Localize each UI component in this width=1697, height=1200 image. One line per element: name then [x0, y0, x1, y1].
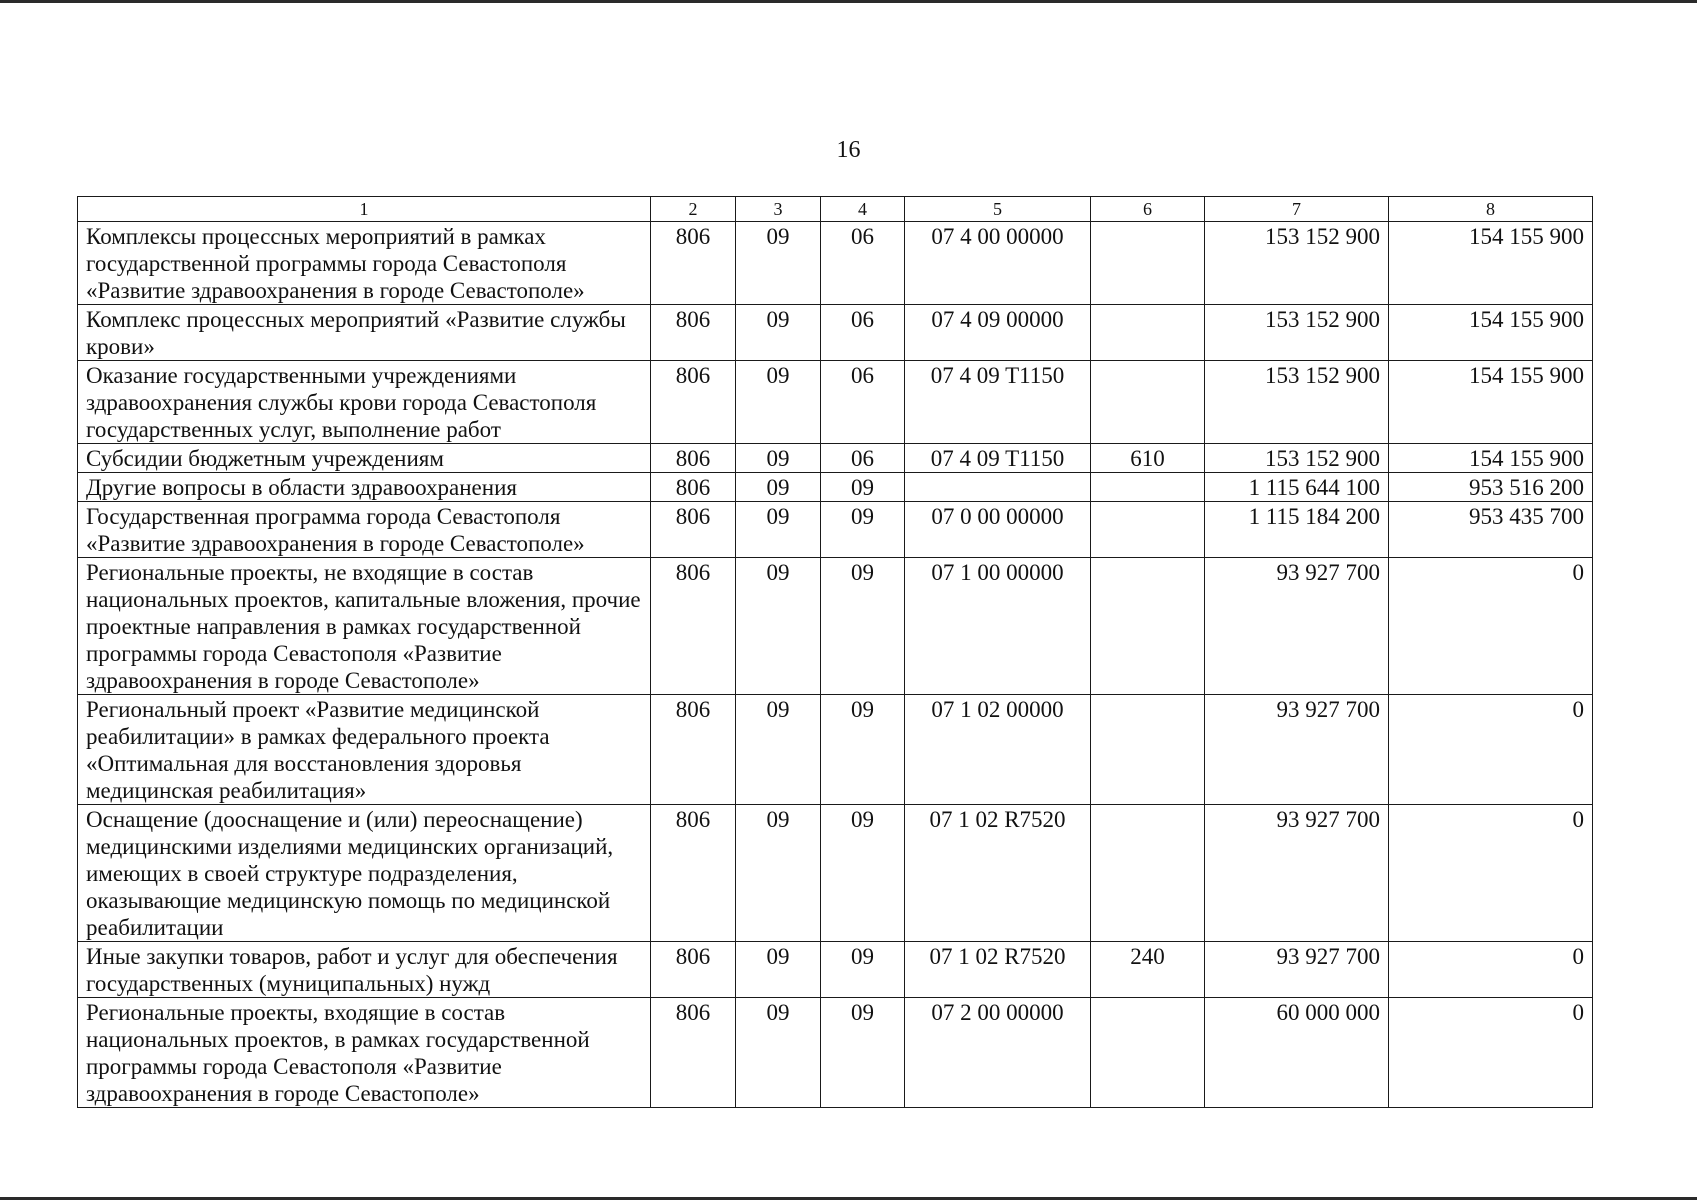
- ministry-code-cell: 806: [651, 473, 736, 502]
- row-name-cell: Другие вопросы в области здравоохранения: [78, 473, 651, 502]
- expense-type-cell: 610: [1091, 444, 1205, 473]
- ministry-code-cell: 806: [651, 998, 736, 1108]
- scan-top-edge: [0, 0, 1697, 3]
- expense-type-cell: [1091, 305, 1205, 361]
- subsection-code-cell: 09: [821, 558, 905, 695]
- page-number: 16: [836, 137, 861, 163]
- expense-type-cell: [1091, 695, 1205, 805]
- subsection-code-cell: 09: [821, 998, 905, 1108]
- target-article-cell: 07 2 00 00000: [905, 998, 1091, 1108]
- section-code-cell: 09: [736, 502, 821, 558]
- expense-type-cell: [1091, 361, 1205, 444]
- row-name-cell: Субсидии бюджетным учреждениям: [78, 444, 651, 473]
- target-article-cell: 07 1 02 R7520: [905, 942, 1091, 998]
- amount-year2-cell: 953 516 200: [1389, 473, 1593, 502]
- section-code-cell: 09: [736, 942, 821, 998]
- amount-year1-cell: 1 115 644 100: [1205, 473, 1389, 502]
- target-article-cell: 07 4 09 T1150: [905, 361, 1091, 444]
- ministry-code-cell: 806: [651, 695, 736, 805]
- table-row: [78, 361, 1593, 444]
- amount-year2-cell: 0: [1389, 805, 1593, 942]
- subsection-code-cell: 09: [821, 805, 905, 942]
- table-row: [78, 558, 1593, 695]
- expense-type-cell: [1091, 998, 1205, 1108]
- column-header: 3: [736, 197, 821, 222]
- expense-type-cell: [1091, 502, 1205, 558]
- amount-year2-cell: 154 155 900: [1389, 361, 1593, 444]
- ministry-code-cell: 806: [651, 502, 736, 558]
- section-code-cell: 09: [736, 305, 821, 361]
- amount-year1-cell: 60 000 000: [1205, 998, 1389, 1108]
- row-name-cell: Оснащение (дооснащение и (или) переоснащение) медицинскими изделиями медицинских организаций, имеющих в своей структуре подразделения, оказывающие медицинскую помощь по медицинской реабилитации: [78, 805, 651, 942]
- expense-type-cell: [1091, 558, 1205, 695]
- expense-type-cell: [1091, 805, 1205, 942]
- section-code-cell: 09: [736, 805, 821, 942]
- header-row: [78, 197, 1593, 222]
- subsection-code-cell: 06: [821, 222, 905, 305]
- subsection-code-cell: 09: [821, 473, 905, 502]
- amount-year2-cell: 0: [1389, 998, 1593, 1108]
- expense-type-cell: [1091, 222, 1205, 305]
- amount-year2-cell: 0: [1389, 942, 1593, 998]
- column-header: 8: [1389, 197, 1593, 222]
- table-body: [78, 222, 1593, 1108]
- table-row: [78, 695, 1593, 805]
- row-name-cell: Комплекс процессных мероприятий «Развитие службы крови»: [78, 305, 651, 361]
- amount-year2-cell: 0: [1389, 558, 1593, 695]
- row-name-cell: Региональные проекты, входящие в состав национальных проектов, в рамках государственной программы города Севастополя «Развитие здравоохранения в городе Севастополе»: [78, 998, 651, 1108]
- row-name-cell: Региональные проекты, не входящие в состав национальных проектов, капитальные вложения, прочие проектные направления в рамках государственной программы города Севастополя «Развитие здравоохранения в городе Севастополе»: [78, 558, 651, 695]
- amount-year1-cell: 153 152 900: [1205, 444, 1389, 473]
- section-code-cell: 09: [736, 998, 821, 1108]
- amount-year1-cell: 93 927 700: [1205, 942, 1389, 998]
- ministry-code-cell: 806: [651, 222, 736, 305]
- ministry-code-cell: 806: [651, 361, 736, 444]
- section-code-cell: 09: [736, 222, 821, 305]
- table-header: [78, 197, 1593, 222]
- ministry-code-cell: 806: [651, 942, 736, 998]
- section-code-cell: 09: [736, 695, 821, 805]
- row-name-cell: Государственная программа города Севастополя «Развитие здравоохранения в городе Севастополе»: [78, 502, 651, 558]
- subsection-code-cell: 09: [821, 942, 905, 998]
- target-article-cell: 07 1 02 00000: [905, 695, 1091, 805]
- subsection-code-cell: 06: [821, 361, 905, 444]
- target-article-cell: 07 4 00 00000: [905, 222, 1091, 305]
- table-row: [78, 998, 1593, 1108]
- amount-year1-cell: 153 152 900: [1205, 361, 1389, 444]
- target-article-cell: 07 4 09 T1150: [905, 444, 1091, 473]
- table-row: [78, 502, 1593, 558]
- amount-year2-cell: 154 155 900: [1389, 305, 1593, 361]
- amount-year2-cell: 154 155 900: [1389, 444, 1593, 473]
- section-code-cell: 09: [736, 473, 821, 502]
- subsection-code-cell: 09: [821, 502, 905, 558]
- amount-year1-cell: 93 927 700: [1205, 558, 1389, 695]
- column-header: 2: [651, 197, 736, 222]
- amount-year2-cell: 154 155 900: [1389, 222, 1593, 305]
- section-code-cell: 09: [736, 558, 821, 695]
- section-code-cell: 09: [736, 361, 821, 444]
- table-row: [78, 222, 1593, 305]
- ministry-code-cell: 806: [651, 805, 736, 942]
- row-name-cell: Иные закупки товаров, работ и услуг для обеспечения государственных (муниципальных) нужд: [78, 942, 651, 998]
- table-row: [78, 305, 1593, 361]
- ministry-code-cell: 806: [651, 305, 736, 361]
- table-row: [78, 805, 1593, 942]
- column-header: 4: [821, 197, 905, 222]
- budget-table: [77, 196, 1593, 1108]
- row-name-cell: Комплексы процессных мероприятий в рамках государственной программы города Севастополя «Развитие здравоохранения в городе Севастополе»: [78, 222, 651, 305]
- target-article-cell: 07 1 00 00000: [905, 558, 1091, 695]
- expense-type-cell: 240: [1091, 942, 1205, 998]
- amount-year1-cell: 153 152 900: [1205, 305, 1389, 361]
- amount-year1-cell: 93 927 700: [1205, 805, 1389, 942]
- amount-year2-cell: 953 435 700: [1389, 502, 1593, 558]
- target-article-cell: 07 1 02 R7520: [905, 805, 1091, 942]
- column-header: 5: [905, 197, 1091, 222]
- target-article-cell: [905, 473, 1091, 502]
- table-row: [78, 444, 1593, 473]
- amount-year2-cell: 0: [1389, 695, 1593, 805]
- table-row: [78, 942, 1593, 998]
- column-header: 6: [1091, 197, 1205, 222]
- column-header: 7: [1205, 197, 1389, 222]
- target-article-cell: 07 0 00 00000: [905, 502, 1091, 558]
- table-row: [78, 473, 1593, 502]
- target-article-cell: 07 4 09 00000: [905, 305, 1091, 361]
- ministry-code-cell: 806: [651, 444, 736, 473]
- ministry-code-cell: 806: [651, 558, 736, 695]
- expense-type-cell: [1091, 473, 1205, 502]
- row-name-cell: Оказание государственными учреждениями здравоохранения службы крови города Севастополя государственных услуг, выполнение работ: [78, 361, 651, 444]
- subsection-code-cell: 06: [821, 444, 905, 473]
- amount-year1-cell: 93 927 700: [1205, 695, 1389, 805]
- amount-year1-cell: 1 115 184 200: [1205, 502, 1389, 558]
- column-header: 1: [78, 197, 651, 222]
- row-name-cell: Региональный проект «Развитие медицинской реабилитации» в рамках федерального проекта «Оптимальная для восстановления здоровья медицинская реабилитация»: [78, 695, 651, 805]
- section-code-cell: 09: [736, 444, 821, 473]
- subsection-code-cell: 09: [821, 695, 905, 805]
- subsection-code-cell: 06: [821, 305, 905, 361]
- amount-year1-cell: 153 152 900: [1205, 222, 1389, 305]
